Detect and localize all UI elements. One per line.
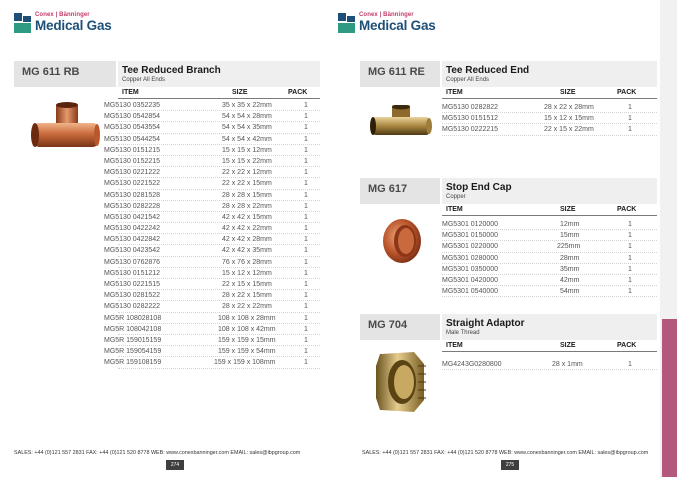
table-row xyxy=(442,254,657,265)
item-code: MG5130 0542854 xyxy=(104,113,161,121)
table-row xyxy=(104,213,320,224)
table-row xyxy=(104,291,320,302)
item-code: MG5301 0150000 xyxy=(442,232,499,240)
item-code: MG5130 0221522 xyxy=(104,180,161,188)
item-pack: 1 xyxy=(304,236,308,244)
item-code: MG5130 0543554 xyxy=(104,124,161,132)
leader-dots xyxy=(118,345,320,346)
item-code: MG5R 159108159 xyxy=(104,359,162,367)
product-code: MG 617 xyxy=(368,183,408,195)
leader-dots xyxy=(118,278,320,279)
page-right xyxy=(338,0,660,477)
item-code: MG5130 0282222 xyxy=(104,303,161,311)
item-pack: 1 xyxy=(628,104,632,111)
item-size: 225mm xyxy=(557,243,581,251)
item-pack: 1 xyxy=(304,113,308,121)
leader-dots xyxy=(118,200,320,201)
item-size: 35mm xyxy=(560,265,580,273)
item-code: MG5130 0762876 xyxy=(104,258,161,266)
brand-subtitle: Conex | Bänninger xyxy=(35,12,90,18)
table-row xyxy=(104,336,320,347)
leader-dots xyxy=(118,222,320,223)
item-pack: 1 xyxy=(304,359,308,367)
item-pack: 1 xyxy=(304,225,308,233)
product-code: MG 611 RE xyxy=(368,66,425,78)
leader-dots xyxy=(442,112,657,113)
item-pack: 1 xyxy=(628,243,632,251)
item-code: MG5R 159054159 xyxy=(104,348,162,356)
item-code: MG5301 0280000 xyxy=(442,254,499,262)
item-code: MG5130 0222215 xyxy=(442,126,499,134)
table-header xyxy=(442,341,657,352)
item-pack: 1 xyxy=(304,281,308,288)
table-row xyxy=(104,135,320,146)
table-row xyxy=(104,202,320,213)
item-pack: 1 xyxy=(304,180,308,188)
item-code: MG5130 0282228 xyxy=(104,202,161,210)
table-row xyxy=(104,325,320,336)
table-row xyxy=(104,314,320,325)
leader-dots xyxy=(442,229,657,230)
item-size: 54 x 54 x 42mm xyxy=(222,135,272,143)
table-row xyxy=(104,224,320,235)
col-size: SIZE xyxy=(560,206,576,213)
brand-title: Medical Gas xyxy=(359,18,436,33)
product-subtitle: Copper xyxy=(446,194,466,200)
leader-dots xyxy=(118,312,320,313)
table-row xyxy=(104,269,320,280)
page-number: 275 xyxy=(501,460,519,470)
item-size: 28 x 22 x 28mm xyxy=(544,104,594,111)
item-size: 159 x 159 x 108mm xyxy=(214,359,276,367)
item-code: MG5130 0151512 xyxy=(442,115,499,123)
item-pack: 1 xyxy=(304,292,308,300)
product-table xyxy=(104,101,320,370)
item-pack: 1 xyxy=(304,247,308,255)
leader-dots xyxy=(118,356,320,357)
item-code: MG5130 0151212 xyxy=(104,269,161,277)
table-header xyxy=(442,88,657,99)
item-code: MG5130 0221222 xyxy=(104,169,161,177)
product-section-mg611re xyxy=(360,61,657,161)
item-code: MG5130 0151215 xyxy=(104,146,161,154)
item-pack: 1 xyxy=(304,325,308,333)
col-item: ITEM xyxy=(446,206,463,213)
product-title: Straight Adaptor xyxy=(446,318,525,329)
item-pack: 1 xyxy=(304,269,308,277)
copper-tee-fitting-image xyxy=(30,101,102,161)
brass-threaded-adaptor-image xyxy=(374,348,430,418)
brand-subtitle: Conex | Bänninger xyxy=(359,12,414,18)
item-size: 54mm xyxy=(560,288,580,296)
item-pack: 1 xyxy=(304,169,308,177)
item-code: MG5R 108028108 xyxy=(104,314,162,322)
leader-dots xyxy=(118,133,320,134)
item-size: 22 x 15 x 22mm xyxy=(544,126,594,134)
item-code: MG5130 0281528 xyxy=(104,191,161,199)
leader-dots xyxy=(118,166,320,167)
product-table xyxy=(442,360,657,371)
item-pack: 1 xyxy=(628,276,632,284)
item-code: MG5130 0352235 xyxy=(104,102,161,109)
item-pack: 1 xyxy=(304,314,308,322)
brand-logo xyxy=(338,12,436,33)
table-row xyxy=(104,101,320,112)
item-size: 42 x 42 x 35mm xyxy=(222,247,272,255)
product-code: MG 611 RB xyxy=(22,66,80,78)
table-row xyxy=(104,146,320,157)
leader-dots xyxy=(118,256,320,257)
leader-dots xyxy=(118,267,320,268)
product-section-mg617 xyxy=(360,178,657,308)
table-row xyxy=(104,235,320,246)
item-size: 76 x 76 x 28mm xyxy=(222,258,272,266)
col-pack: PACK xyxy=(617,89,637,96)
item-size: 28mm xyxy=(560,254,580,262)
col-size: SIZE xyxy=(232,89,248,96)
item-pack: 1 xyxy=(628,126,632,134)
item-size: 42 x 42 x 28mm xyxy=(222,236,272,244)
leader-dots xyxy=(442,240,657,241)
item-code: MG5130 0421542 xyxy=(104,213,161,221)
product-subtitle: Copper All Ends xyxy=(122,77,166,83)
leader-dots xyxy=(118,323,320,324)
item-pack: 1 xyxy=(628,232,632,240)
item-size: 15 x 15 x 12mm xyxy=(222,146,272,154)
item-pack: 1 xyxy=(628,254,632,262)
table-header xyxy=(442,205,657,216)
item-size: 42 x 42 x 15mm xyxy=(222,213,272,221)
brand-mark-icon xyxy=(14,13,31,33)
product-title: Tee Reduced End xyxy=(446,65,530,76)
leader-dots xyxy=(442,285,657,286)
table-row xyxy=(104,123,320,134)
item-pack: 1 xyxy=(628,221,632,228)
brass-tee-fitting-image xyxy=(370,105,432,139)
table-row xyxy=(104,157,320,168)
leader-dots xyxy=(442,252,657,253)
item-pack: 1 xyxy=(304,124,308,132)
leader-dots xyxy=(442,274,657,275)
item-code: MG5301 0420000 xyxy=(442,276,499,284)
item-size: 22 x 22 x 12mm xyxy=(222,169,272,177)
table-row xyxy=(104,280,320,291)
table-row xyxy=(104,168,320,179)
item-code: MG5130 0152215 xyxy=(104,157,161,165)
leader-dots xyxy=(118,368,320,369)
table-row xyxy=(442,360,657,371)
table-row xyxy=(104,246,320,257)
item-size: 42mm xyxy=(560,276,580,284)
item-pack: 1 xyxy=(304,146,308,154)
product-subtitle: Copper All Ends xyxy=(446,77,490,83)
copper-end-cap-image xyxy=(380,216,424,266)
item-size: 42 x 42 x 22mm xyxy=(222,225,272,233)
item-code: MG5R 108042108 xyxy=(104,325,162,333)
leader-dots xyxy=(118,334,320,335)
leader-dots xyxy=(118,189,320,190)
item-code: MG5130 0282822 xyxy=(442,104,499,111)
leader-dots xyxy=(118,211,320,212)
item-size: 15 x 15 x 22mm xyxy=(222,157,272,165)
table-row xyxy=(442,287,657,298)
col-pack: PACK xyxy=(617,342,637,349)
brand-logo xyxy=(14,12,112,33)
page-footer: SALES: +44 (0)121 557 2831 FAX: +44 (0)121 520 8778 WEB: www.conexbanninger.com EMAIL: sales@ibpgroup.com xyxy=(362,450,649,456)
col-pack: PACK xyxy=(288,89,308,96)
leader-dots xyxy=(442,263,657,264)
leader-dots xyxy=(118,144,320,145)
item-size: 28 x 22 x 15mm xyxy=(222,292,272,300)
item-code: MG5301 0120000 xyxy=(442,221,499,228)
table-row xyxy=(104,347,320,358)
item-pack: 1 xyxy=(304,348,308,356)
leader-dots xyxy=(442,135,657,136)
item-pack: 1 xyxy=(304,191,308,199)
leader-dots xyxy=(118,110,320,111)
product-code: MG 704 xyxy=(368,319,408,331)
item-size: 15 x 12 x 15mm xyxy=(544,115,594,123)
item-code: MG5301 0350000 xyxy=(442,265,499,273)
page-number: 274 xyxy=(166,460,184,470)
col-size: SIZE xyxy=(560,89,576,96)
table-row xyxy=(442,242,657,253)
table-row xyxy=(104,179,320,190)
item-size: 15mm xyxy=(560,232,580,240)
item-size: 12mm xyxy=(560,221,580,228)
item-size: 28 x 22 x 22mm xyxy=(222,303,272,311)
table-row xyxy=(442,125,657,136)
table-row xyxy=(442,103,657,114)
product-title: Stop End Cap xyxy=(446,182,512,193)
product-table xyxy=(442,220,657,298)
item-pack: 1 xyxy=(304,258,308,266)
leader-dots xyxy=(118,177,320,178)
table-row xyxy=(442,114,657,125)
item-code: MG5130 0281522 xyxy=(104,292,161,300)
item-size: 22 x 22 x 15mm xyxy=(222,180,272,188)
section-tab-marker xyxy=(662,319,677,477)
brand-mark-icon xyxy=(338,13,355,33)
item-pack: 1 xyxy=(304,336,308,344)
table-row xyxy=(442,220,657,231)
table-row xyxy=(104,191,320,202)
leader-dots xyxy=(118,155,320,156)
item-code: MG5130 0221515 xyxy=(104,281,161,288)
item-code: MG5301 0540000 xyxy=(442,288,499,296)
item-size: 159 x 159 x 54mm xyxy=(218,348,276,356)
table-row xyxy=(104,112,320,123)
table-row xyxy=(442,276,657,287)
item-size: 108 x 108 x 42mm xyxy=(218,325,276,333)
item-size: 108 x 108 x 28mm xyxy=(218,314,276,322)
col-pack: PACK xyxy=(617,206,637,213)
item-pack: 1 xyxy=(304,303,308,311)
leader-dots xyxy=(118,289,320,290)
item-size: 54 x 54 x 35mm xyxy=(222,124,272,132)
table-row xyxy=(104,258,320,269)
item-pack: 1 xyxy=(628,265,632,273)
item-size: 159 x 159 x 15mm xyxy=(218,336,276,344)
page-left xyxy=(0,0,334,477)
page-footer: SALES: +44 (0)121 557 2831 FAX: +44 (0)121 520 8778 WEB: www.conexbanninger.com EMAIL: sales@ibpgroup.com xyxy=(14,450,301,456)
leader-dots xyxy=(118,121,320,122)
item-size: 28 x 28 x 22mm xyxy=(222,202,272,210)
item-code: MG5130 0544254 xyxy=(104,135,161,143)
item-code: MG5130 0422842 xyxy=(104,236,161,244)
leader-dots xyxy=(118,300,320,301)
item-pack: 1 xyxy=(628,115,632,123)
col-item: ITEM xyxy=(446,342,463,349)
item-pack: 1 xyxy=(304,102,308,109)
leader-dots xyxy=(118,233,320,234)
item-pack: 1 xyxy=(304,202,308,210)
brand-title: Medical Gas xyxy=(35,18,112,33)
item-size: 28 x 28 x 15mm xyxy=(222,191,272,199)
item-size: 28 x 1mm xyxy=(552,361,583,368)
item-size: 15 x 12 x 12mm xyxy=(222,269,272,277)
table-row xyxy=(104,358,320,369)
col-item: ITEM xyxy=(122,89,139,96)
leader-dots xyxy=(442,123,657,124)
table-row xyxy=(104,302,320,313)
item-size: 35 x 35 x 22mm xyxy=(222,102,272,109)
item-pack: 1 xyxy=(304,157,308,165)
item-code: MG5R 159015159 xyxy=(104,336,162,344)
col-item: ITEM xyxy=(446,89,463,96)
item-code: MG5130 0422242 xyxy=(104,225,161,233)
table-row xyxy=(442,265,657,276)
col-size: SIZE xyxy=(560,342,576,349)
table-header xyxy=(118,88,320,99)
leader-dots xyxy=(442,369,657,370)
item-size: 22 x 15 x 15mm xyxy=(222,281,272,288)
leader-dots xyxy=(118,244,320,245)
product-section-mg704 xyxy=(360,314,657,424)
product-title: Tee Reduced Branch xyxy=(122,65,221,76)
item-pack: 1 xyxy=(304,135,308,143)
item-code: MG5301 0220000 xyxy=(442,243,499,251)
product-subtitle: Male Thread xyxy=(446,330,480,336)
item-size: 54 x 54 x 28mm xyxy=(222,113,272,121)
leader-dots xyxy=(442,296,657,297)
product-table xyxy=(442,103,657,137)
item-code: MG4243G0280800 xyxy=(442,361,502,368)
item-code: MG5130 0423542 xyxy=(104,247,161,255)
product-section-mg611rb xyxy=(14,61,320,381)
table-row xyxy=(442,231,657,242)
item-pack: 1 xyxy=(628,361,632,368)
item-pack: 1 xyxy=(304,213,308,221)
item-pack: 1 xyxy=(628,288,632,296)
